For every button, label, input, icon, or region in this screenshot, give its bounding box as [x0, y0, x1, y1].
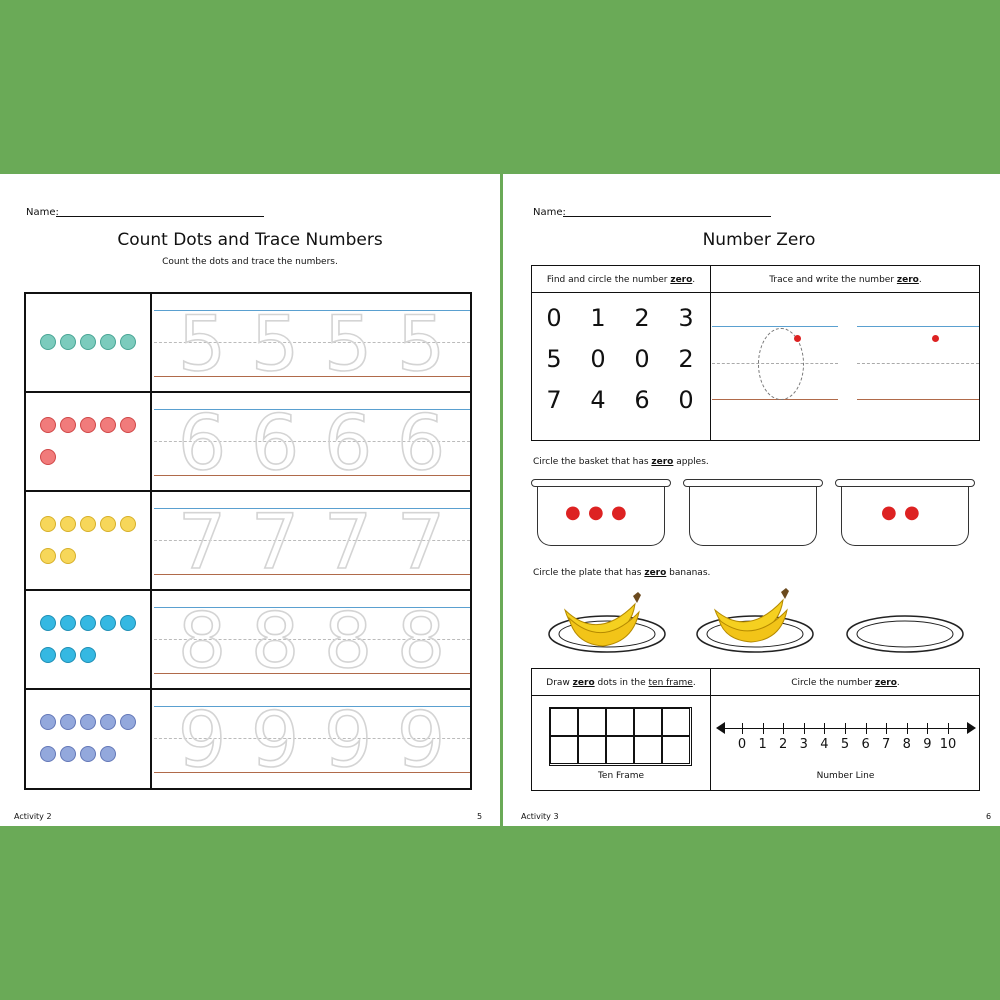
trace-cell[interactable] [154, 393, 470, 490]
count-dot [40, 746, 56, 762]
ten-frame-number-line-table [531, 668, 980, 791]
count-dot [120, 516, 136, 532]
count-dot [60, 516, 76, 532]
ten-frame-cell[interactable] [606, 708, 634, 736]
grid-number[interactable]: 4 [590, 386, 606, 414]
basket-body [689, 486, 817, 546]
number-line-instruction: Circle the number zero. [791, 678, 900, 688]
page-title: Count Dots and Trace Numbers [117, 230, 383, 250]
dot-cell [26, 690, 152, 789]
plate-instruction: Circle the plate that has zero bananas. [533, 568, 711, 578]
worksheet-page-activity-2 [0, 174, 500, 826]
ten-frame-cell[interactable] [662, 708, 690, 736]
number-line-label: Number Line [816, 771, 875, 781]
apple-icon: ● [881, 502, 897, 523]
write-line-top [857, 326, 979, 327]
number-line-label-3[interactable]: 3 [799, 737, 808, 752]
count-dot [100, 516, 116, 532]
name-label: Name: [26, 207, 59, 218]
number-line-tick [742, 723, 743, 734]
number-line-tick [824, 723, 825, 734]
trace-digit: 9 [177, 695, 227, 784]
grid-number[interactable]: 2 [634, 304, 650, 332]
basket-2[interactable] [683, 479, 823, 547]
grid-number[interactable]: 0 [634, 345, 650, 373]
footer-activity: Activity 3 [521, 812, 559, 821]
number-line-tick [845, 723, 846, 734]
count-dot [100, 334, 116, 350]
trace-digit: 5 [177, 299, 227, 388]
number-line-label-1[interactable]: 1 [758, 737, 767, 752]
trace-digit: 7 [396, 497, 446, 586]
ten-frame[interactable] [549, 707, 692, 766]
ten-frame-cell[interactable] [550, 708, 578, 736]
count-dot [40, 417, 56, 433]
name-label: Name: [533, 207, 566, 218]
basket-rim [531, 479, 671, 487]
trace-digit: 7 [250, 497, 300, 586]
count-dot [80, 334, 96, 350]
count-dot [100, 746, 116, 762]
ten-frame-cell[interactable] [634, 736, 662, 764]
find-circle-instruction: Find and circle the number zero. [546, 275, 696, 285]
trace-digit: 5 [250, 299, 300, 388]
count-row-9 [26, 690, 470, 789]
number-line-tick [927, 723, 928, 734]
number-grid [532, 292, 710, 440]
count-dot [60, 714, 76, 730]
grid-number[interactable]: 7 [546, 386, 562, 414]
ten-frame-cell[interactable] [578, 708, 606, 736]
trace-digit: 8 [177, 596, 227, 685]
write-line-mid [857, 363, 979, 364]
count-dot [100, 615, 116, 631]
dot-cell [26, 393, 152, 490]
empty-plate[interactable] [847, 616, 963, 652]
plate-with-bananas-2[interactable] [697, 588, 813, 652]
count-row-5 [26, 294, 470, 393]
footer-activity: Activity 2 [14, 812, 52, 821]
count-row-7 [26, 492, 470, 591]
arrow-right-icon [967, 722, 976, 734]
basket-rim [683, 479, 823, 487]
number-line-axis [722, 728, 970, 729]
grid-number[interactable]: 0 [590, 345, 606, 373]
trace-digit: 6 [323, 398, 373, 487]
apple-icon: ● [588, 502, 604, 523]
trace-digit: 6 [177, 398, 227, 487]
dots-trace-table [24, 292, 472, 790]
trace-digit: 9 [323, 695, 373, 784]
page-title: Number Zero [702, 230, 816, 250]
count-dot [100, 417, 116, 433]
grid-number[interactable]: 6 [634, 386, 650, 414]
number-line-label-8[interactable]: 8 [902, 737, 911, 752]
apple-icon: ● [904, 502, 920, 523]
number-line-label-2[interactable]: 2 [779, 737, 788, 752]
count-dot [80, 615, 96, 631]
count-dot [40, 714, 56, 730]
trace-digit: 6 [250, 398, 300, 487]
grid-number[interactable]: 0 [678, 386, 694, 414]
number-line-label-10[interactable]: 10 [939, 737, 957, 752]
basket-row [503, 479, 1000, 551]
number-line-tick [804, 723, 805, 734]
number-line-tick [907, 723, 908, 734]
count-dot [60, 334, 76, 350]
trace-digit: 6 [396, 398, 446, 487]
trace-line-bottom [712, 399, 838, 400]
count-dot [80, 516, 96, 532]
count-dot [80, 417, 96, 433]
ten-frame-cell[interactable] [578, 736, 606, 764]
trace-digit: 5 [323, 299, 373, 388]
trace-digit: 8 [250, 596, 300, 685]
ten-frame-cell[interactable] [634, 708, 662, 736]
number-line-tick [763, 723, 764, 734]
count-dot [40, 516, 56, 532]
trace-digit: 7 [323, 497, 373, 586]
count-dot [60, 548, 76, 564]
grid-number[interactable]: 2 [678, 345, 694, 373]
plate-row [503, 584, 1000, 656]
trace-write-instruction: Trace and write the number zero. [769, 275, 922, 285]
basket-1[interactable] [531, 479, 671, 547]
count-dot [40, 334, 56, 350]
count-dot [120, 417, 136, 433]
count-dot [80, 714, 96, 730]
trace-digit: 5 [396, 299, 446, 388]
basket-rim [835, 479, 975, 487]
grid-number[interactable]: 5 [546, 345, 562, 373]
name-line [56, 208, 264, 217]
count-row-6 [26, 393, 470, 492]
ten-frame-cell[interactable] [550, 736, 578, 764]
dot-cell [26, 492, 152, 589]
count-dot [60, 647, 76, 663]
worksheet-page-activity-3 [503, 174, 1000, 826]
ten-frame-cell[interactable] [606, 736, 634, 764]
count-dot [40, 548, 56, 564]
grid-number[interactable]: 0 [546, 304, 562, 332]
number-line-label-6[interactable]: 6 [861, 737, 870, 752]
start-dot-icon [932, 335, 939, 342]
count-dot [80, 647, 96, 663]
count-dot [100, 714, 116, 730]
trace-cell[interactable] [154, 294, 470, 391]
number-line-label-0[interactable]: 0 [737, 737, 747, 752]
count-dot [120, 615, 136, 631]
count-dot [120, 714, 136, 730]
number-line-label-4[interactable]: 4 [820, 737, 829, 752]
count-dot [40, 615, 56, 631]
footer-page-number: 6 [986, 812, 992, 821]
trace-cell[interactable] [154, 690, 470, 789]
number-line-tick [783, 723, 784, 734]
number-line-tick [866, 723, 867, 734]
count-dot [80, 746, 96, 762]
count-dot [60, 417, 76, 433]
count-row-8 [26, 591, 470, 690]
write-line-bottom [857, 399, 979, 400]
grid-number[interactable]: 1 [590, 304, 606, 332]
trace-cell[interactable] [154, 492, 470, 589]
trace-digit: 7 [177, 497, 227, 586]
trace-cell[interactable] [154, 591, 470, 688]
number-line-tick [886, 723, 887, 734]
footer-page-number: 5 [477, 812, 483, 821]
table-divider [710, 669, 711, 790]
apple-icon: ● [565, 502, 581, 523]
number-line-label-9[interactable]: 9 [923, 737, 932, 752]
ten-frame-instruction: Draw zero dots in the ten frame. [546, 678, 696, 688]
plate-with-bananas-1[interactable] [549, 592, 665, 652]
count-dot [60, 746, 76, 762]
count-dot [60, 615, 76, 631]
arrow-left-icon [716, 722, 725, 734]
zero-trace-area [712, 292, 979, 440]
trace-digit: 8 [396, 596, 446, 685]
page-subtitle: Count the dots and trace the numbers. [162, 257, 338, 267]
ten-frame-cell[interactable] [662, 736, 690, 764]
basket-3[interactable] [835, 479, 975, 547]
trace-digit: 9 [396, 695, 446, 784]
grid-number[interactable]: 3 [678, 304, 694, 332]
zero-activity-table [531, 265, 980, 441]
count-dot [120, 334, 136, 350]
trace-line-top [712, 326, 838, 327]
number-line-label-5[interactable]: 5 [840, 737, 850, 752]
dot-cell [26, 591, 152, 688]
start-dot-icon [794, 335, 801, 342]
count-dot [40, 647, 56, 663]
ten-frame-label: Ten Frame [597, 771, 645, 781]
trace-digit: 9 [250, 695, 300, 784]
number-line-tick [948, 723, 949, 734]
trace-digit: 8 [323, 596, 373, 685]
name-line [563, 208, 771, 217]
number-line-label-7[interactable]: 7 [882, 737, 891, 752]
dot-cell [26, 294, 152, 391]
basket-instruction: Circle the basket that has zero apples. [533, 457, 709, 467]
apple-icon: ● [611, 502, 627, 523]
count-dot [40, 449, 56, 465]
